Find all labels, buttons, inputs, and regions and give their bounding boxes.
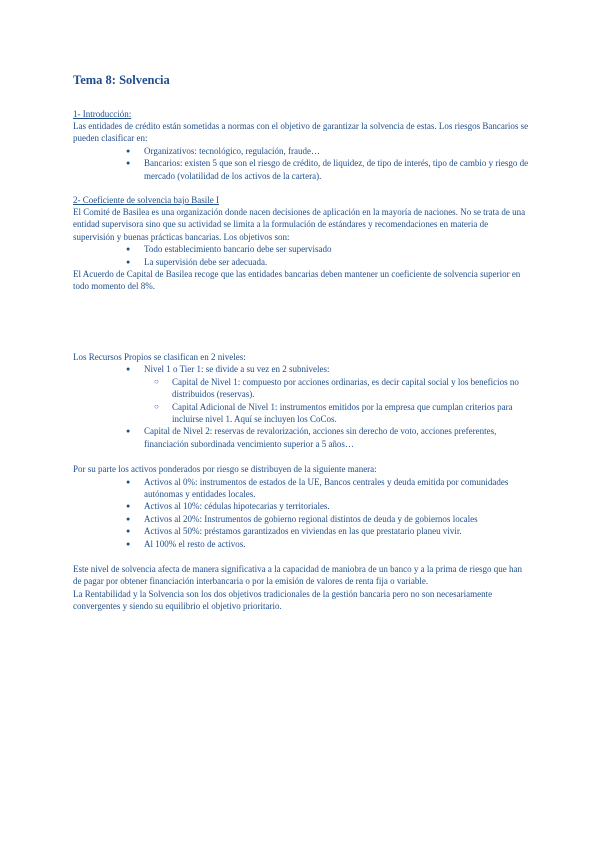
section2-heading: 2- Coeficiente de solvencia bajo Basile I	[73, 195, 219, 206]
weighted-list	[73, 476, 531, 550]
list-item: ● Bancarios: existen 5 que son el riesgo de crédito, de liquidez, de tipo de interés, tipo de cambio y riesgo de mercado (volatilidad de los activos de la cartera).	[143, 157, 531, 182]
list-item: ● Capital de Nivel 2: reservas de revalorización, acciones sin derecho de voto, acciones preferentes, financiación subordinada vencimiento superior a 5 años…	[143, 425, 531, 450]
spacer	[73, 550, 531, 563]
list-item	[143, 363, 531, 425]
section2-closing: El Acuerdo de Capital de Basilea recoge que las entidades bancarias deben mantener un coeficiente de solvencia superior en todo momento del 8%.	[73, 269, 521, 292]
section2-intro: El Comité de Basilea es una organización donde nacen decisiones de aplicación en la mayoría de naciones. No se trata de una entidad supervisora sino que su actividad se limita a la formulación de estándares y recomendaciones en materia de supervisión y buenas prácticas bancarias. Los objetivos son:	[73, 207, 526, 242]
document-body	[73, 72, 531, 613]
list-item: ● Activos al 20%: Instrumentos de gobierno regional distintos de deuda y de gobiernos locales	[143, 513, 531, 525]
resources-intro: Los Recursos Propios se clasifican en 2 niveles:	[73, 351, 246, 362]
weighted-intro: Por su parte los activos ponderados por riesgo se distribuyen de la siguiente manera:	[73, 464, 377, 475]
list-item: ○ Capital Adicional de Nivel 1: instrumentos emitidos por la empresa que cumplan criterios para incluirse nivel 1. Aquí se incluyen los CoCos.	[172, 401, 531, 426]
list-item: ● Al 100% el resto de activos.	[143, 538, 531, 550]
list-item: ● Activos al 50%: préstamos garantizados en viviendas en las que prestatario planeu vivir.	[143, 525, 531, 537]
resources-list	[73, 363, 531, 450]
list-item: ● Todo establecimiento bancario debe ser supervisado	[143, 243, 531, 255]
spacer	[73, 450, 531, 463]
conclusion-p2: La Rentabilidad y la Solvencia son los dos objetivos tradicionales de la gestión bancaria pero no son necesariamente convergentes y siendo su equilibrio el objetivo prioritario.	[73, 588, 493, 612]
spacer	[73, 293, 531, 351]
tier1-sublist	[144, 376, 531, 426]
conclusion-p1: Este nivel de solvencia afecta de manera significativa a la capacidad de maniobra de un banco y a la prima de riesgo que han de pagar por obtener financiación interbancaria o por la emisión de valores de renta fija o variable.	[73, 563, 523, 587]
list-item: ● Activos al 10%: cédulas hipotecarias y territoriales.	[143, 500, 531, 512]
section1-heading: 1- Introducción:	[73, 109, 132, 119]
spacer	[73, 182, 531, 194]
list-item: ● Activos al 0%: instrumentos de estados de la UE, Bancos centrales y deuda emitida por comunidades autónomas y entidades locales.	[143, 476, 531, 501]
list-item: ○ Capital de Nivel 1: compuesto por acciones ordinarias, es decir capital social y los beneficios no distribuidos (reservas).	[172, 376, 531, 401]
list-item: ● Organizativos: tecnológico, regulación, fraude…	[143, 145, 531, 157]
objectives-list	[73, 243, 531, 268]
page-title: Tema 8: Solvencia	[73, 73, 170, 87]
risk-list	[73, 145, 531, 182]
tier1-label: Nivel 1 o Tier 1: se divide a su vez en 2 subniveles:	[144, 364, 330, 375]
section1-intro: Las entidades de crédito están sometidas a normas con el objetivo de garantizar la solvencia de estas. Los riesgos Bancarios se pueden clasificar en:	[73, 121, 529, 144]
list-item: ● La supervisión debe ser adecuada.	[143, 256, 531, 268]
